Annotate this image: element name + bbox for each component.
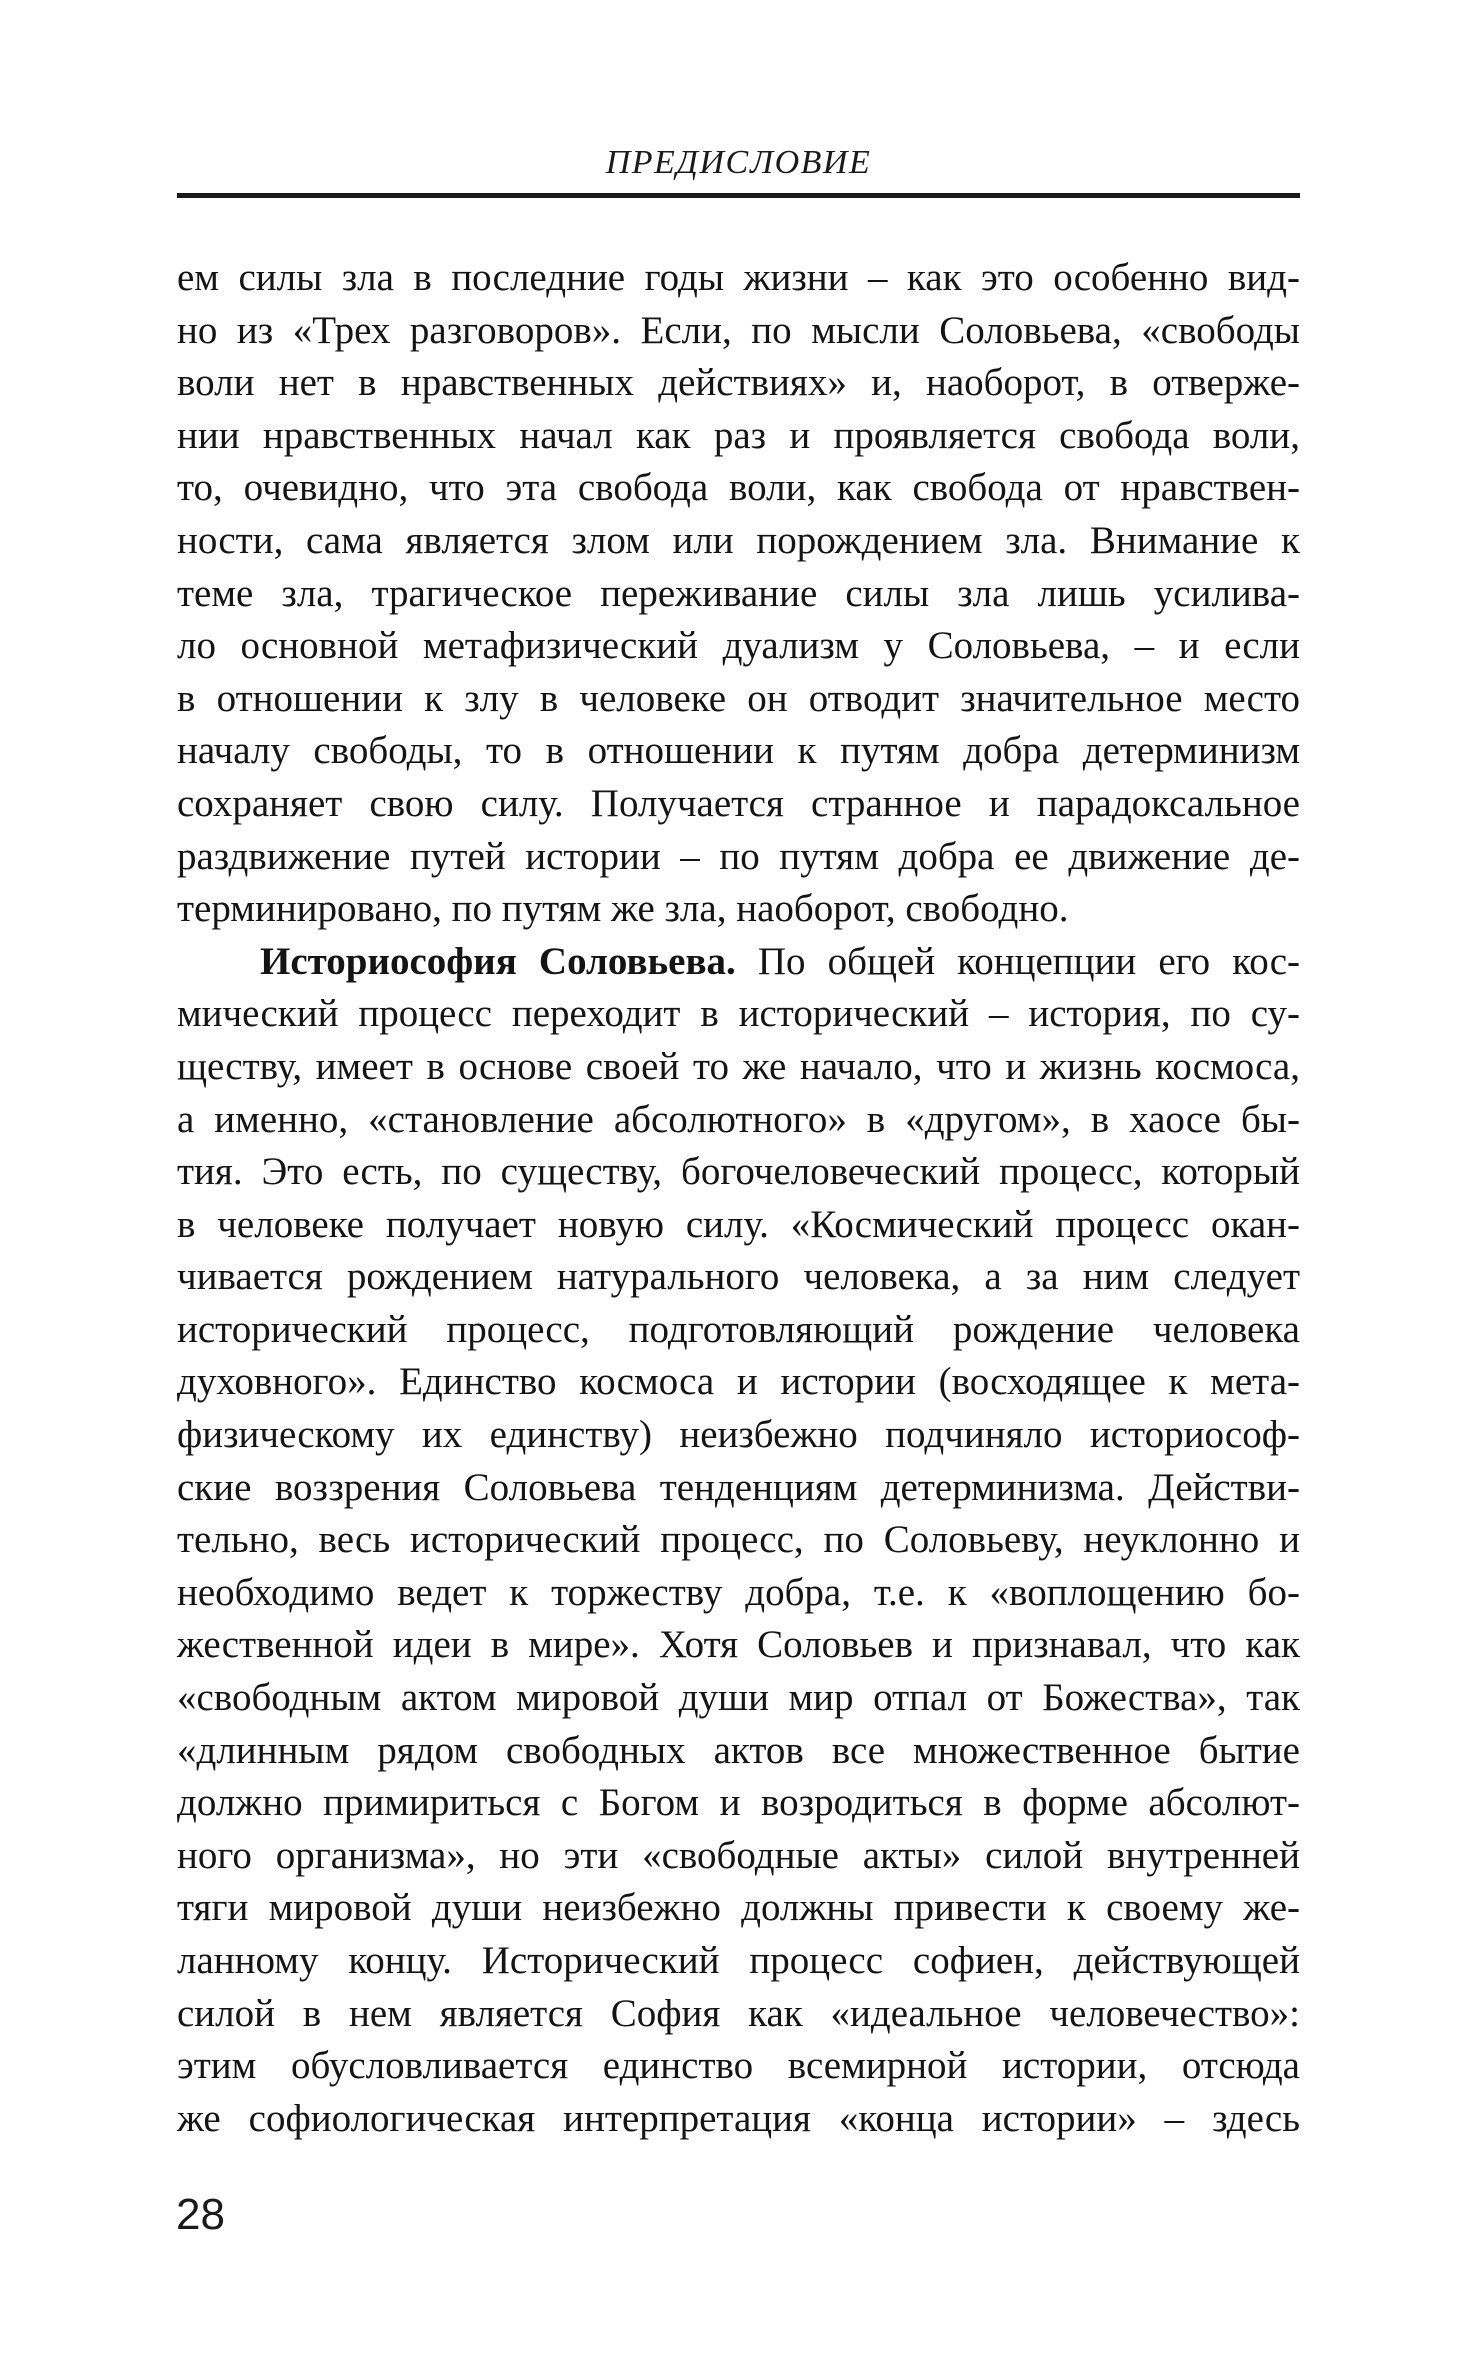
- text-line: нии нравственных начал как раз и проявляется свобода воли,: [177, 413, 1300, 457]
- text-line: ем силы зла в последние годы жизни – как это особенно вид-: [177, 256, 1300, 299]
- page-number: 28: [176, 2190, 225, 2239]
- text-line: ло основной метафизический дуализм у Соловьева, – и если: [177, 624, 1300, 668]
- text-line: этим обусловливается единство всемирной истории, отсюда: [177, 2044, 1300, 2088]
- text-line: ществу, имеет в основе своей то же начало, что и жизнь космоса,: [177, 1044, 1300, 1088]
- text-line: тия. Это есть, по существу, богочеловеческий процесс, который: [177, 1150, 1300, 1194]
- body-text: [177, 252, 1300, 2145]
- text-line: в отношении к злу в человеке он отводит значительное место: [177, 676, 1300, 720]
- running-header: ПРЕДИСЛОВИЕ: [605, 144, 872, 181]
- text-line: же софиологическая интерпретация «конца истории» – здесь: [177, 2096, 1300, 2140]
- text-line: сохраняет свою силу. Получается странное и парадоксальное: [177, 781, 1300, 825]
- text-line: жественной идеи в мире». Хотя Соловьев и признавал, что как: [177, 1623, 1300, 1667]
- text-line: исторический процесс, подготовляющий рождение человека: [177, 1307, 1300, 1351]
- text-line: силой в нем является София как «идеальное человечество»:: [177, 1991, 1300, 2035]
- text-line: «свободным актом мировой души мир отпал от Божества», так: [177, 1676, 1300, 1720]
- text-line: ские воззрения Соловьева тенденциям детерминизма. Действи-: [177, 1465, 1300, 1509]
- text-line: раздвижение путей истории – по путям добра ее движение де-: [177, 834, 1300, 878]
- text-line: ности, сама является злом или порождением зла. Внимание к: [177, 518, 1300, 562]
- text-line: а именно, «становление абсолютного» в «другом», в хаосе бы-: [177, 1097, 1300, 1141]
- text-line: тельно, весь исторический процесс, по Соловьеву, неуклонно и: [177, 1518, 1300, 1562]
- text-line: должно примириться с Богом и возродиться в форме абсолют-: [177, 1781, 1300, 1825]
- text-line: мический процесс переходит в исторический – история, по су-: [177, 992, 1300, 1036]
- text-line: тяги мировой души неизбежно должны привести к своему же-: [177, 1886, 1300, 1930]
- text-line: необходимо ведет к торжеству добра, т.е. к «воплощению бо-: [177, 1570, 1300, 1614]
- text-line: Историософия Соловьева. По общей концепции его кос-: [260, 939, 1300, 983]
- text-line: в человеке получает новую силу. «Космический процесс окан-: [177, 1202, 1300, 1246]
- text-line: физическому их единству) неизбежно подчиняло историософ-: [177, 1413, 1300, 1457]
- text-line: духовного». Единство космоса и истории (восходящее к мета-: [177, 1360, 1300, 1404]
- text-line: терминировано, по путям же зла, наоборот, свободно.: [177, 887, 1069, 931]
- paragraph-lead-bold: Историософия Соловьева.: [260, 939, 736, 983]
- text-line: то, очевидно, что эта свобода воли, как свобода от нравствен-: [177, 466, 1300, 510]
- text-line: теме зла, трагическое переживание силы зла лишь усилива-: [177, 571, 1300, 615]
- header-rule: [177, 193, 1300, 198]
- text-line: чивается рождением натурального человека, а за ним следует: [177, 1255, 1300, 1299]
- text-line: воли нет в нравственных действиях» и, наоборот, в отверже-: [177, 361, 1300, 405]
- text-line: ного организма», но эти «свободные акты» силой внутренней: [177, 1833, 1300, 1877]
- text-line: ланному концу. Исторический процесс софиен, действующей: [177, 1939, 1300, 1982]
- text-line: но из «Трех разговоров». Если, по мысли Соловьева, «свободы: [177, 308, 1300, 352]
- text-line: началу свободы, то в отношении к путям добра детерминизм: [177, 729, 1300, 773]
- text-line: «длинным рядом свободных актов все множественное бытие: [177, 1728, 1300, 1772]
